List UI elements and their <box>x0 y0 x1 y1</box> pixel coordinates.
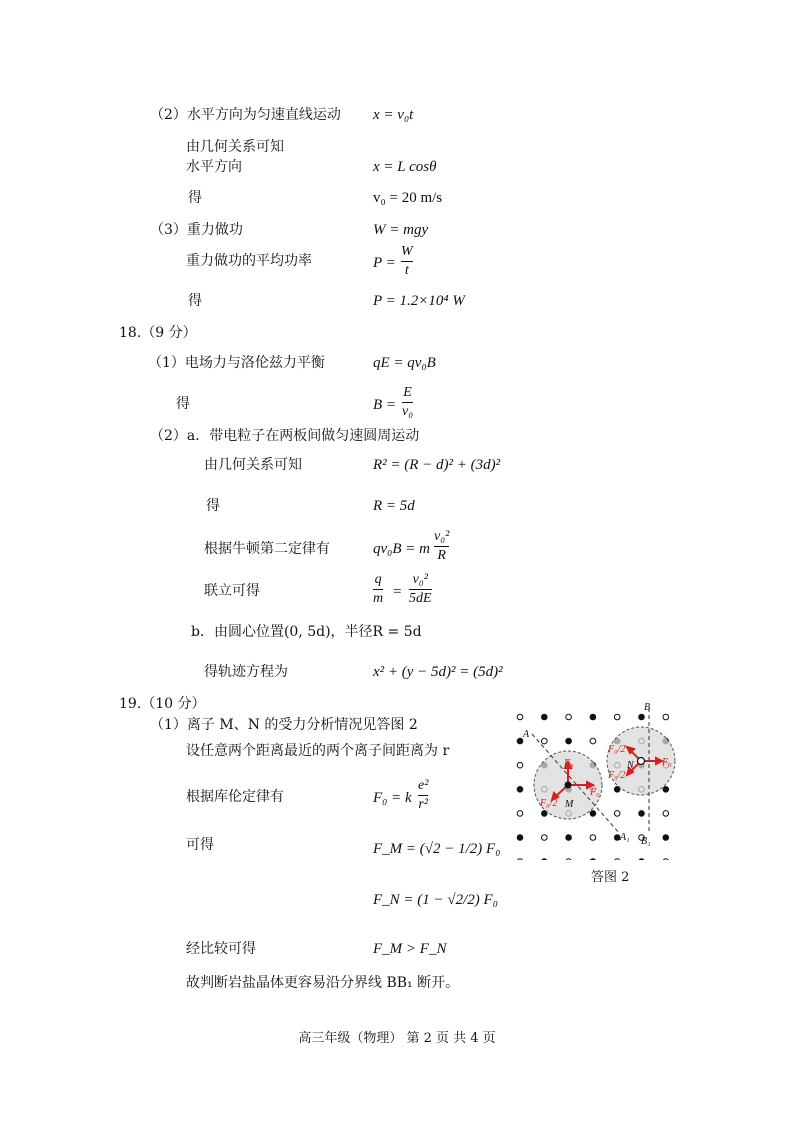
q18-geo-label: 由几何关系可知 <box>204 457 302 473</box>
q18-newton-num: v₀² <box>434 529 450 544</box>
ion-dot-hollow <box>566 714 572 720</box>
q17-power-result: P = 1.2×10⁴ W <box>373 293 465 309</box>
crystal-force-diagram <box>510 700 690 860</box>
page-footer: 高三年级（物理） 第 2 页 共 4 页 <box>298 1031 496 1046</box>
q17-part2-eq: x = v₀t <box>373 107 414 123</box>
q17-horiz-label: 水平方向 <box>186 159 242 175</box>
ion-dot-hollow <box>614 859 620 860</box>
q19-f0-den: r² <box>418 797 429 812</box>
q17-power-num: W <box>401 244 413 259</box>
q17-avgpower-label: 重力做功的平均功率 <box>186 253 312 269</box>
ion-dot-hollow <box>517 811 523 817</box>
ion-dot-filled <box>590 811 596 817</box>
q17-part3-label: （3）重力做功 <box>150 222 243 238</box>
label-a1: A₁ <box>620 832 630 843</box>
q18-qm-rden: 5dE <box>409 591 432 606</box>
q18-b-num: E <box>403 385 412 400</box>
label-n-f0-half-upper: F₀/2 <box>608 744 626 755</box>
q19-fm-eq: F_M = (√2 − 1/2) F₀ <box>373 841 501 857</box>
q19-kede-label: 可得 <box>186 837 214 853</box>
figure-caption: 答图 2 <box>591 870 630 885</box>
q17-horiz-eq: x = L cosθ <box>373 159 437 175</box>
q18-r-eq: R = 5d <box>373 498 415 514</box>
ion-dot-hollow <box>542 835 548 841</box>
q17-de-label-2: 得 <box>188 293 202 309</box>
ion-dot-filled <box>639 714 645 720</box>
q18-qm-equals: = <box>393 584 402 600</box>
fraction-bar <box>402 402 413 403</box>
q18-newton-den: R <box>437 548 446 563</box>
q17-power-fraction <box>401 245 413 278</box>
label-n-f0-half-lower: F₀/2 <box>608 770 626 781</box>
ion-dot-hollow <box>517 762 523 768</box>
q17-power-lhs: P = <box>373 255 396 271</box>
q19-conclusion: 故判断岩盐晶体更容易沿分界线 BB₁ 断开。 <box>186 975 460 991</box>
q18-newton-lhs: qv₀B = m <box>373 541 430 557</box>
q19-compare-label: 经比较可得 <box>186 941 256 957</box>
fraction-bar <box>434 546 449 547</box>
ion-dot-hollow <box>517 859 523 860</box>
label-m: M <box>565 799 574 810</box>
q19-f0-lhs: F₀ = k <box>373 790 412 806</box>
q19-part1-label: （1）离子 M、N 的受力分析情况见答图 2 <box>150 717 418 733</box>
q18-header: 18.（9 分） <box>119 325 197 341</box>
q19-f0-num: e² <box>418 778 429 793</box>
ion-dot-filled <box>517 738 523 744</box>
q18-geo-eq: R² = (R − d)² + (3d)² <box>373 457 501 473</box>
ion-m <box>565 782 572 789</box>
q18-partb-label: b．由圆心位置(0, 5d)，半径R = 5d <box>191 624 422 640</box>
ion-dot-filled <box>517 787 523 793</box>
ion-dot-hollow <box>566 859 572 860</box>
label-b: B <box>644 702 651 713</box>
q17-de-label-1: 得 <box>188 190 202 206</box>
q19-assume-label: 设任意两个距离最近的两个离子间距离为 r <box>186 743 450 759</box>
ion-dot-filled <box>590 859 596 860</box>
q18-qm-rnum: v₀² <box>412 572 428 587</box>
fraction-bar <box>409 589 432 590</box>
q18-b-lhs: B = <box>373 397 397 413</box>
ion-dot-hollow <box>663 714 669 720</box>
q17-work-eq: W = mgy <box>373 222 429 238</box>
q18-qm-den: m <box>373 591 384 606</box>
ion-dot-filled <box>542 859 548 860</box>
ion-dot-filled <box>663 835 669 841</box>
ion-dot-hollow <box>517 714 523 720</box>
ion-dot-hollow <box>590 738 596 744</box>
q19-coulomb-label: 根据库伦定律有 <box>186 789 284 805</box>
ion-dot-filled <box>517 835 523 841</box>
ion-dot-hollow <box>614 811 620 817</box>
ion-dot-filled <box>663 787 669 793</box>
q18-de-label-2: 得 <box>206 498 220 514</box>
ion-dot-filled <box>639 859 645 860</box>
ion-dot-filled <box>590 714 596 720</box>
q18-combine-label: 联立可得 <box>204 583 260 599</box>
label-a: A <box>523 729 530 740</box>
q18-b-den: v₀ <box>402 404 414 419</box>
ion-dot-hollow <box>663 811 669 817</box>
ion-dot-filled <box>566 835 572 841</box>
ion-dot-filled <box>639 811 645 817</box>
q19-fn-eq: F_N = (1 − √2/2) F₀ <box>373 892 498 908</box>
q17-v0-eq: v₀ = 20 m/s <box>373 190 443 206</box>
q18-qm-fraction <box>373 573 383 606</box>
q18-track-label: 得轨迹方程为 <box>204 664 288 680</box>
q19-f0-fraction <box>418 779 428 812</box>
ion-dot-filled <box>566 738 572 744</box>
q18-de-label-1: 得 <box>176 396 190 412</box>
label-n-f0: F₀ <box>662 757 672 768</box>
q18-part1-label: （1）电场力与洛伦兹力平衡 <box>148 355 325 371</box>
label-m-f0-right: F₀ <box>590 787 600 798</box>
q18-b-fraction <box>402 386 413 419</box>
q18-qm-num: q <box>374 572 382 587</box>
fraction-bar <box>418 795 428 796</box>
fraction-bar <box>373 589 383 590</box>
label-m-f0-up: F₀ <box>564 758 574 769</box>
ion-dot-filled <box>542 714 548 720</box>
label-b1: B₁ <box>641 836 651 847</box>
q19-header: 19.（10 分） <box>119 696 206 712</box>
q18-newton-fraction <box>434 530 449 563</box>
q18-balance-eq: qE = qv₀B <box>373 355 436 371</box>
ion-dot-hollow <box>590 835 596 841</box>
fraction-bar <box>401 261 413 262</box>
q18-newton-label: 根据牛顿第二定律有 <box>204 541 330 557</box>
q19-compare-eq: F_M > F_N <box>373 941 447 957</box>
q17-part2-label: （2）水平方向为匀速直线运动 <box>150 107 341 123</box>
label-m-f0-half: F₀/2 <box>540 798 558 809</box>
q17-power-den: t <box>404 263 409 278</box>
q18-track-eq: x² + (y − 5d)² = (5d)² <box>373 664 503 680</box>
q17-geo-label: 由几何关系可知 <box>186 139 284 155</box>
ion-n <box>638 758 645 765</box>
ion-dot-hollow <box>542 738 548 744</box>
q18-qm-right-fraction <box>409 573 432 606</box>
ion-dot-hollow <box>663 859 669 860</box>
label-n: N <box>627 760 634 771</box>
q18-part2a-label: （2）a．带电粒子在两板间做匀速圆周运动 <box>150 428 420 444</box>
ion-dot-hollow <box>614 714 620 720</box>
